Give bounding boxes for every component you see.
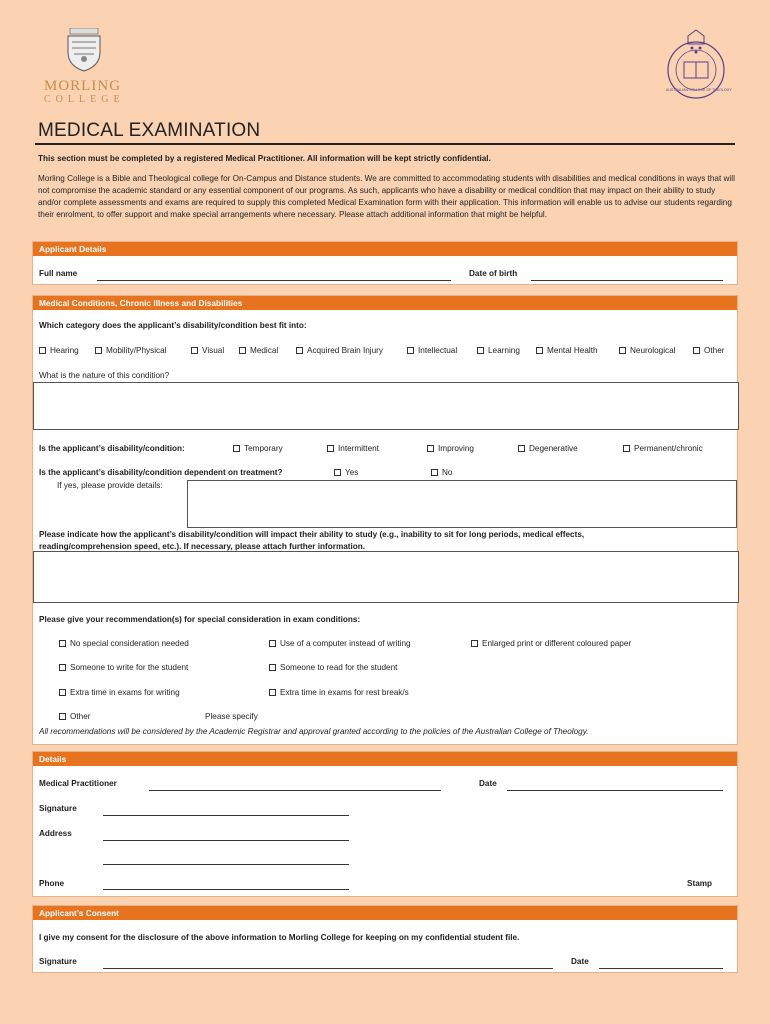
recommendations-question: Please give your recommendation(s) for special consideration in exam conditions: — [39, 615, 361, 624]
section-header: Details — [33, 752, 737, 766]
checkbox-icon — [334, 469, 341, 476]
practitioner-details-section — [32, 751, 738, 897]
rec-computer[interactable]: Use of a computer instead of writing — [269, 639, 411, 648]
nature-question: What is the nature of this condition? — [39, 371, 170, 380]
date-field[interactable] — [507, 790, 723, 791]
consent-signature-label: Signature — [39, 957, 77, 966]
treatment-question: Is the applicant’s disability/condition dependent on treatment? — [39, 468, 283, 477]
category-other[interactable]: Other — [693, 346, 724, 355]
checkbox-icon — [59, 689, 66, 696]
type-intermittent[interactable]: Intermittent — [327, 444, 379, 453]
category-intellectual[interactable]: Intellectual — [407, 346, 457, 355]
signature-label: Signature — [39, 804, 77, 813]
address-label: Address — [39, 829, 72, 838]
checkbox-icon — [233, 445, 240, 452]
checkbox-icon — [623, 445, 630, 452]
treatment-yes[interactable]: Yes — [334, 468, 358, 477]
checkbox-icon — [518, 445, 525, 452]
rec-extra-time-rest[interactable]: Extra time in exams for rest break/s — [269, 688, 409, 697]
confidential-notice: This section must be completed by a registered Medical Practitioner. All information will be kept strictly confidential. — [38, 154, 491, 163]
section-header: Medical Conditions, Chronic Illness and Disabilities — [33, 296, 737, 310]
checkbox-icon — [39, 347, 46, 354]
dob-label: Date of birth — [469, 269, 518, 278]
checkbox-icon — [407, 347, 414, 354]
checkbox-icon — [59, 640, 66, 647]
checkbox-icon — [536, 347, 543, 354]
checkbox-icon — [471, 640, 478, 647]
category-medical[interactable]: Medical — [239, 346, 278, 355]
rec-no-special[interactable]: No special consideration needed — [59, 639, 189, 648]
type-degenerative[interactable]: Degenerative — [518, 444, 578, 453]
type-temporary[interactable]: Temporary — [233, 444, 283, 453]
category-learning[interactable]: Learning — [477, 346, 520, 355]
rec-other[interactable]: Other — [59, 712, 90, 721]
medical-conditions-section — [32, 295, 738, 745]
phone-label: Phone — [39, 879, 65, 888]
checkbox-icon — [59, 713, 66, 720]
consent-section — [32, 905, 738, 973]
checkbox-icon — [619, 347, 626, 354]
checkbox-icon — [59, 664, 66, 671]
checkbox-icon — [95, 347, 102, 354]
date-label: Date — [479, 779, 497, 788]
category-neurological[interactable]: Neurological — [619, 346, 676, 355]
address-field-line2[interactable] — [103, 864, 349, 865]
condition-type-question: Is the applicant’s disability/condition: — [39, 444, 185, 453]
rec-enlarged-print[interactable]: Enlarged print or different coloured paper — [471, 639, 631, 648]
logo-subname: COLLEGE — [44, 94, 125, 105]
checkbox-icon — [431, 469, 438, 476]
consent-signature-field[interactable] — [103, 968, 553, 969]
category-question: Which category does the applicant’s disability/condition best fit into: — [39, 321, 307, 330]
seal-text: AUSTRALIAN COLLEGE OF THEOLOGY — [666, 88, 732, 92]
checkbox-icon — [191, 347, 198, 354]
consent-date-field[interactable] — [599, 968, 723, 969]
checkbox-icon — [427, 445, 434, 452]
full-name-label: Full name — [39, 269, 78, 278]
impact-question: Please indicate how the applicant’s disability/condition will impact their ability to study (e.g., inability to sit for long periods, medical effects, reading/comprehension speed, etc.). If necessary, please attach further information. — [39, 530, 585, 551]
practitioner-label: Medical Practitioner — [39, 779, 117, 788]
intro-paragraph: Morling College is a Bible and Theological college for On-Campus and Distance students. We are committed to accommodating students with disabilities and medical conditions in ways that will not compromise the academic standard or any essential component of our programs. As such, applicants who have a disability or medical condition that may impact on their ability to study and/or complete assessments and exams are required to supply this completed Medical Examination form with their application. This information will enable us to advise our students regarding their enrolment, to offer support and make special arrangements where necessary. Please attach additional information that might be helpful. — [38, 174, 735, 219]
stamp-label: Stamp — [687, 879, 713, 888]
please-specify-label: Please specify — [205, 712, 258, 721]
type-improving[interactable]: Improving — [427, 444, 474, 453]
impact-textbox[interactable] — [33, 551, 739, 603]
category-visual[interactable]: Visual — [191, 346, 224, 355]
signature-field[interactable] — [103, 815, 349, 816]
details-prompt: If yes, please provide details: — [57, 481, 163, 490]
nature-textbox[interactable] — [33, 382, 739, 430]
rec-extra-time-writing[interactable]: Extra time in exams for writing — [59, 688, 180, 697]
full-name-field[interactable] — [97, 280, 451, 281]
consent-date-label: Date — [571, 957, 589, 966]
category-brain-injury[interactable]: Acquired Brain Injury — [296, 346, 383, 355]
address-field-line1[interactable] — [103, 840, 349, 841]
section-header: Applicant Details — [33, 242, 737, 256]
phone-field[interactable] — [103, 889, 349, 890]
checkbox-icon — [477, 347, 484, 354]
college-crest-icon — [64, 28, 104, 72]
checkbox-icon — [296, 347, 303, 354]
dob-field[interactable] — [531, 280, 723, 281]
type-permanent[interactable]: Permanent/chronic — [623, 444, 703, 453]
consent-text: I give my consent for the disclosure of the above information to Morling College for keeping on my confidential student file. — [39, 933, 520, 942]
checkbox-icon — [269, 664, 276, 671]
treatment-no[interactable]: No — [431, 468, 452, 477]
checkbox-icon — [327, 445, 334, 452]
section-header: Applicant’s Consent — [33, 906, 737, 920]
applicant-details-section — [32, 241, 738, 285]
rec-reader[interactable]: Someone to read for the student — [269, 663, 397, 672]
title-divider — [35, 143, 735, 145]
practitioner-field[interactable] — [149, 790, 441, 791]
category-hearing[interactable]: Hearing — [39, 346, 79, 355]
checkbox-icon — [239, 347, 246, 354]
checkbox-icon — [693, 347, 700, 354]
checkbox-icon — [269, 689, 276, 696]
category-mental-health[interactable]: Mental Health — [536, 346, 598, 355]
checkbox-icon — [269, 640, 276, 647]
recommendations-note: All recommendations will be considered by the Academic Registrar and approval granted according to the policies of the Australian College of Theology. — [39, 727, 589, 736]
act-seal — [662, 28, 730, 100]
morling-college-logo — [40, 28, 140, 106]
logo-name: MORLING — [44, 78, 121, 94]
category-mobility[interactable]: Mobility/Physical — [95, 346, 167, 355]
rec-writer[interactable]: Someone to write for the student — [59, 663, 188, 672]
treatment-details-textbox[interactable] — [187, 480, 737, 528]
page-title: MEDICAL EXAMINATION — [38, 120, 261, 141]
